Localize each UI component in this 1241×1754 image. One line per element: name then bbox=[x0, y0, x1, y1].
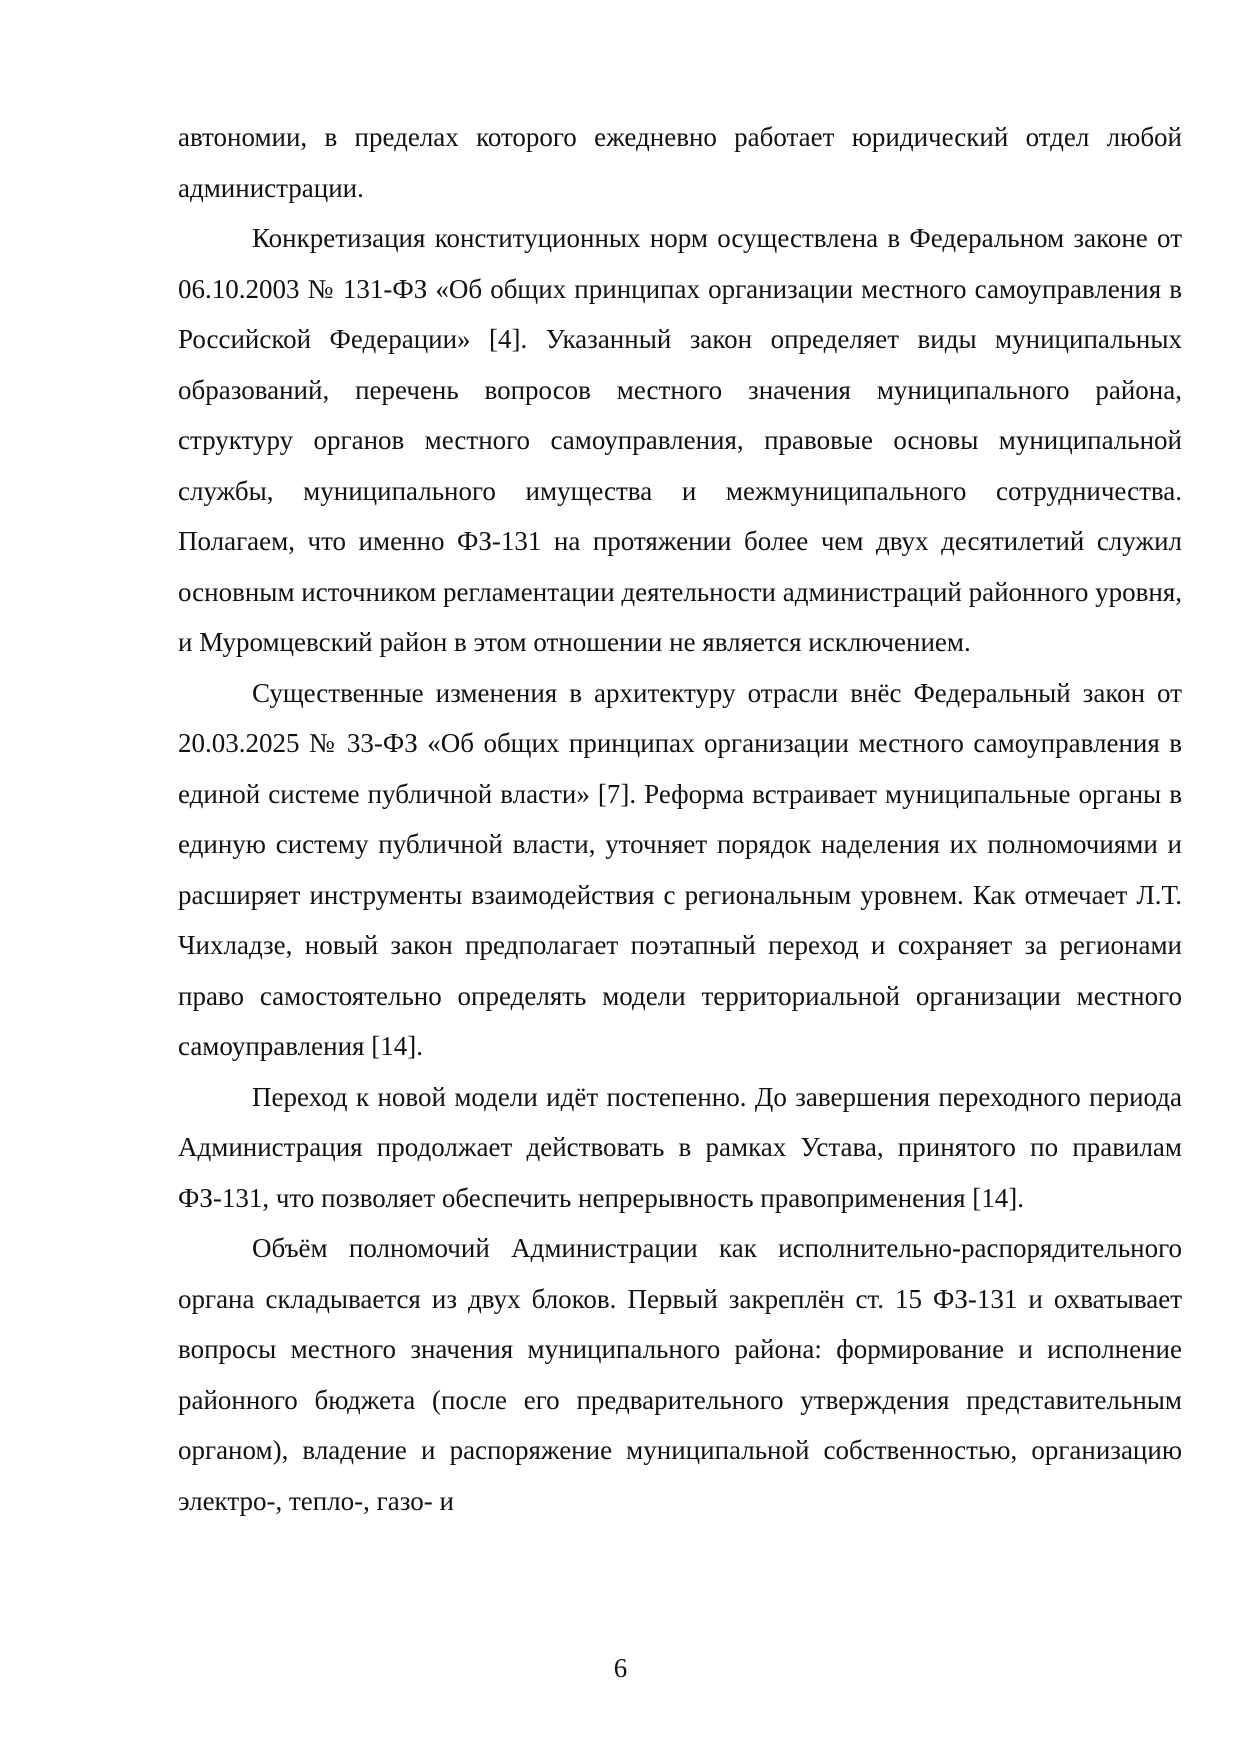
paragraph-powers: Объём полномочий Администрации как исполнительно-распорядительного органа складывается из двух блоков. Первый закреплён ст. 15 ФЗ-131 и охватывает вопросы местного значения муниципального района: формирование и исполнение районного бюджета (после его предварительного утверждения представительным органом), владение и распоряжение муниципальной собственностью, организацию электро-, тепло-, газо- и bbox=[178, 1233, 1182, 1516]
paragraph-transition: Переход к новой модели идёт постепенно. До завершения переходного периода Администрация продолжает действовать в рамках Устава, принятого по правилам ФЗ-131, что позволяет обеспечить непрерывность правоприменения [14]. bbox=[178, 1081, 1182, 1213]
paragraph-fz131: Конкретизация конституционных норм осуществлена в Федеральном законе от 06.10.2003 № 131-ФЗ «Об общих принципах организации местного самоуправления в Российской Федерации» [4]. Указанный закон определяет виды муниципальных образований, перечень вопросов местного значения муниципального района, структуру органов местного самоуправления, правовые основы муниципальной службы, муниципального имущества и межмуниципального сотрудничества. Полагаем, что именно ФЗ-131 на протяжении более чем двух десятилетий служил основным источником регламентации деятельности администраций районного уровня, и Муромцевский район в этом отношении не является исключением. bbox=[178, 223, 1182, 657]
paragraph-continuation: автономии, в пределах которого ежедневно работает юридический отдел любой администрации. bbox=[178, 122, 1182, 203]
paragraph-fz33-reform: Существенные изменения в архитектуру отрасли внёс Федеральный закон от 20.03.2025 № 33-ФЗ «Об общих принципах организации местного самоуправления в единой системе публичной власти» [7]. Реформа встраивает муниципальные органы в единую систему публичной власти, уточняет порядок наделения их полномочиями и расширяет инструменты взаимодействия с региональным уровнем. Как отмечает Л.Т. Чихладзе, новый закон предполагает поэтапный переход и сохраняет за регионами право самостоятельно определять модели территориальной организации местного самоуправления [14]. bbox=[178, 677, 1182, 1061]
document-body bbox=[178, 112, 1182, 1526]
page-number: 6 bbox=[613, 1653, 628, 1683]
